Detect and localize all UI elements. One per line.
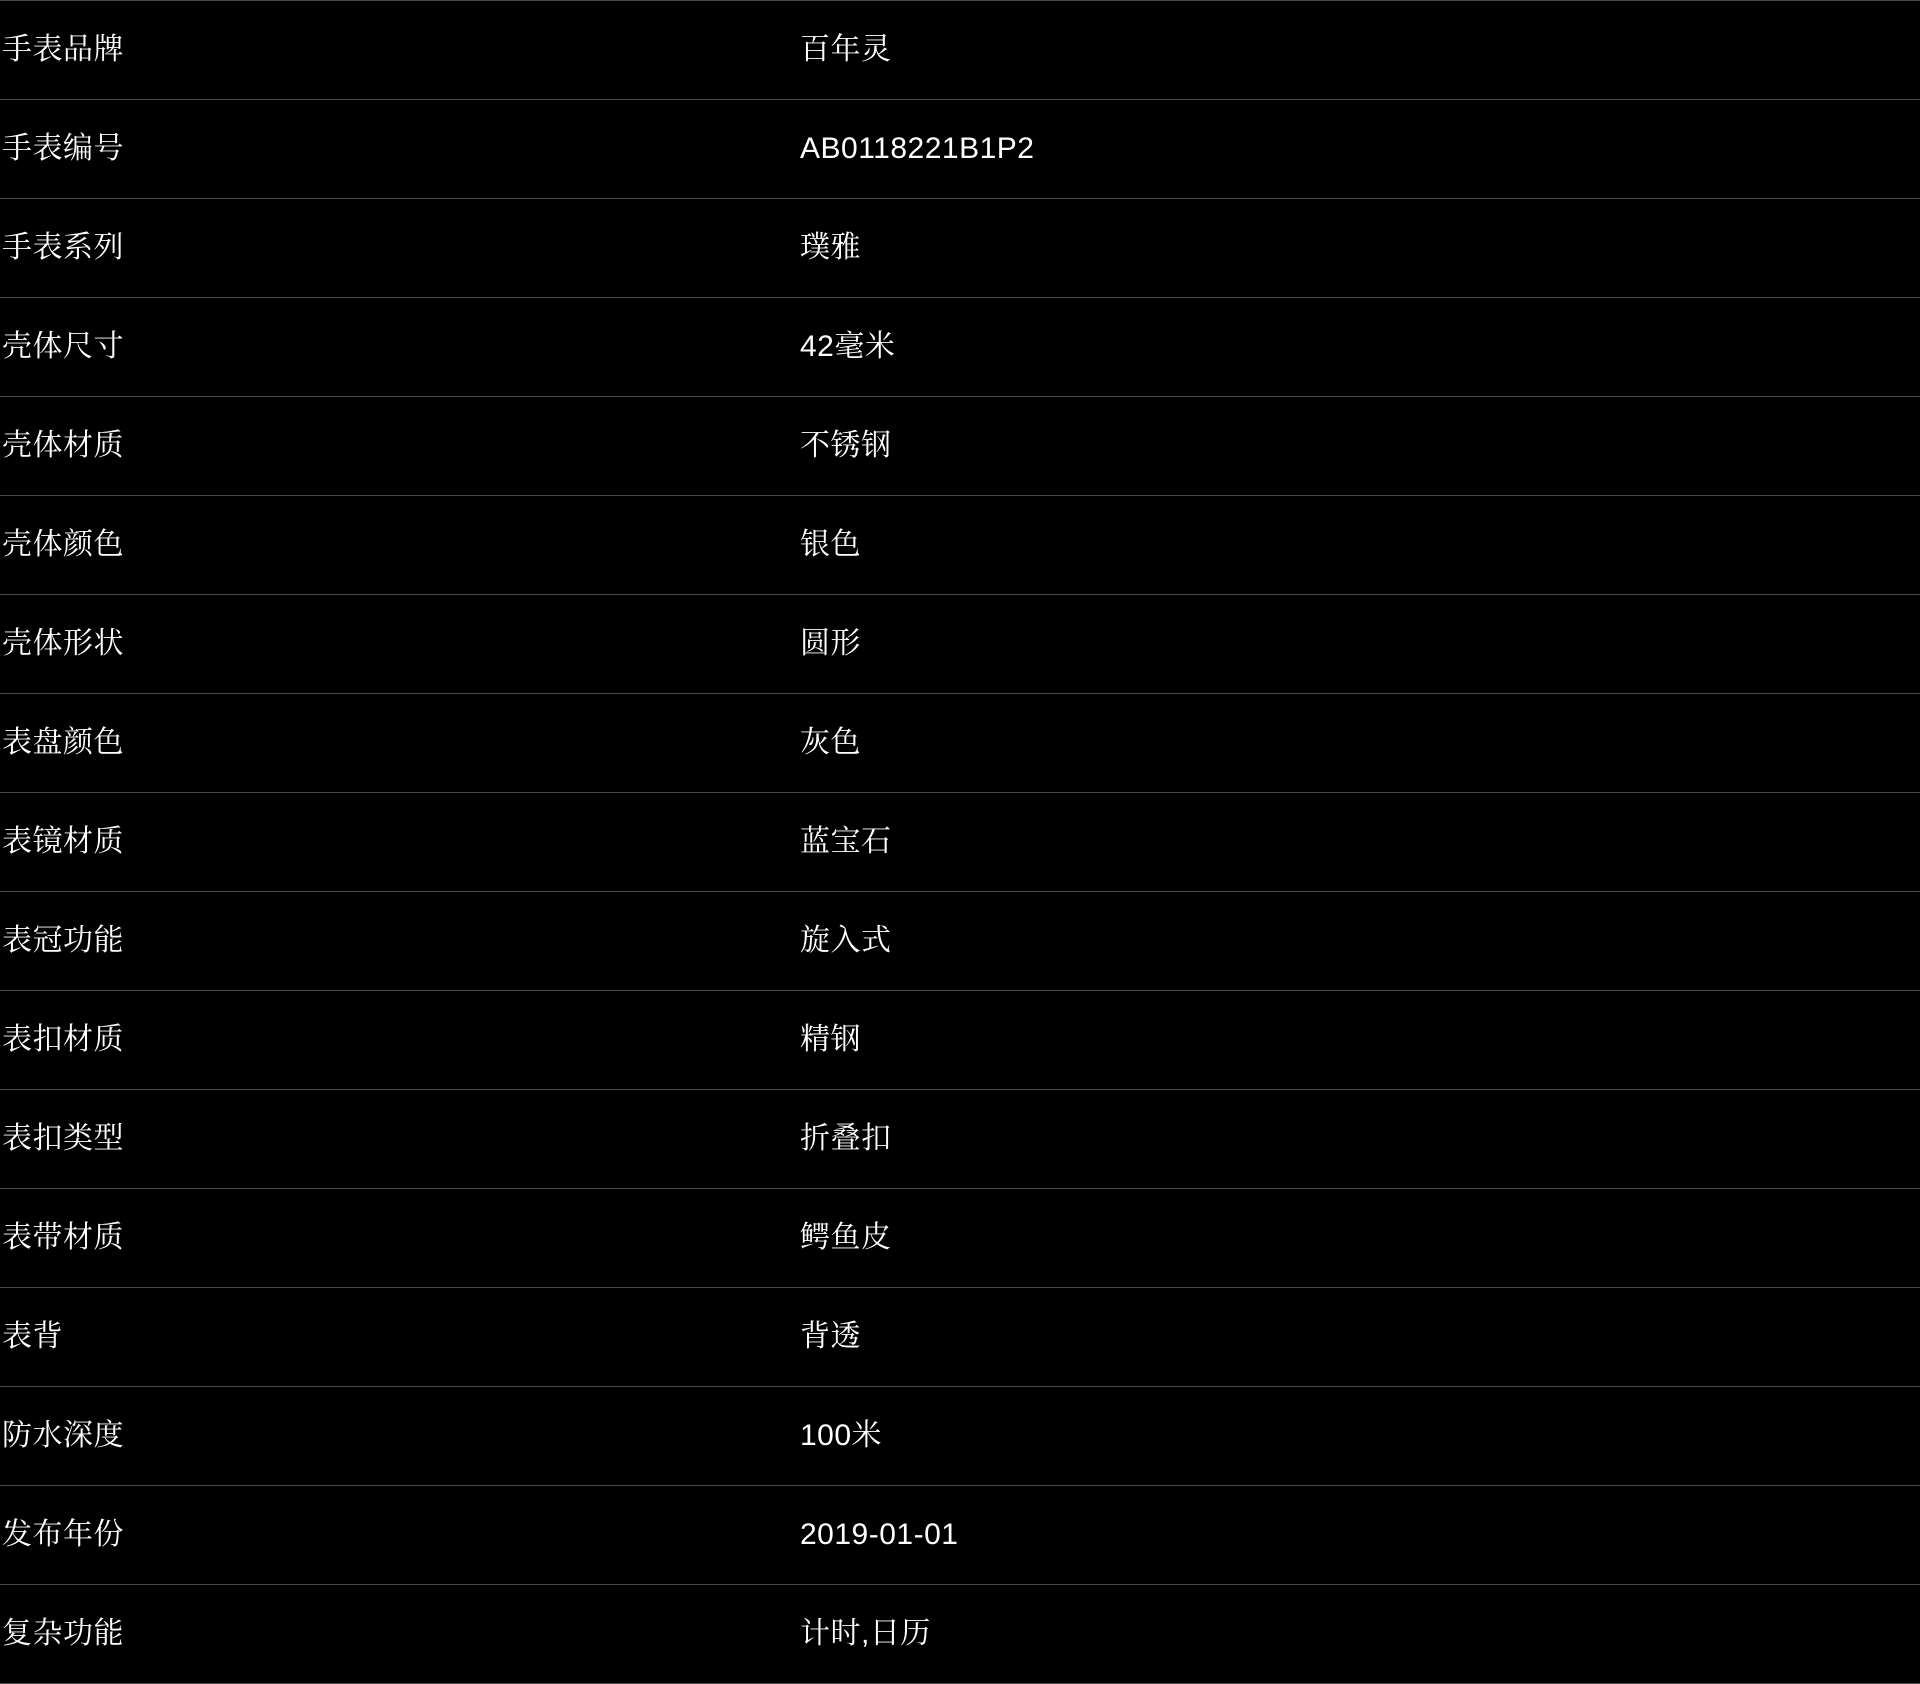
table-row — [0, 595, 1920, 694]
spec-label: 手表品牌 — [2, 33, 124, 66]
table-row — [0, 1090, 1920, 1189]
spec-value: 精钢 — [800, 1023, 861, 1056]
spec-value-cell — [402, 991, 1920, 1090]
spec-label-cell — [0, 1, 402, 100]
spec-label: 壳体材质 — [2, 429, 124, 462]
spec-label-cell — [0, 1090, 402, 1189]
spec-label-cell — [0, 892, 402, 991]
spec-label-cell — [0, 694, 402, 793]
spec-value: 银色 — [800, 528, 861, 561]
spec-label: 发布年份 — [2, 1518, 124, 1551]
spec-value-cell — [402, 397, 1920, 496]
table-row — [0, 298, 1920, 397]
table-row — [0, 991, 1920, 1090]
spec-label-cell — [0, 1189, 402, 1288]
table-row — [0, 1387, 1920, 1486]
spec-value: 100米 — [800, 1419, 883, 1452]
spec-value: 旋入式 — [800, 924, 892, 957]
spec-value-cell — [402, 1, 1920, 100]
spec-value: 百年灵 — [800, 33, 892, 66]
spec-label-cell — [0, 991, 402, 1090]
spec-label-cell — [0, 1585, 402, 1684]
spec-label-cell — [0, 397, 402, 496]
spec-label-cell — [0, 595, 402, 694]
spec-label: 表盘颜色 — [2, 726, 124, 759]
spec-value: 2019-01-01 — [800, 1518, 959, 1551]
spec-value: 璞雅 — [800, 231, 861, 264]
spec-value: 42毫米 — [800, 330, 896, 363]
spec-label: 防水深度 — [2, 1419, 124, 1452]
spec-label-cell — [0, 1387, 402, 1486]
spec-value-cell — [402, 1090, 1920, 1189]
spec-value-cell — [402, 1486, 1920, 1585]
spec-value: 圆形 — [800, 627, 861, 660]
spec-label: 壳体尺寸 — [2, 330, 124, 363]
spec-value-cell — [402, 100, 1920, 199]
spec-value: 灰色 — [800, 726, 861, 759]
spec-label: 表背 — [2, 1320, 63, 1353]
spec-value: 折叠扣 — [800, 1122, 892, 1155]
spec-label: 壳体颜色 — [2, 528, 124, 561]
spec-label: 壳体形状 — [2, 627, 124, 660]
table-row — [0, 1486, 1920, 1585]
spec-label-cell — [0, 496, 402, 595]
spec-value: 鳄鱼皮 — [800, 1221, 892, 1254]
spec-value-cell — [402, 1288, 1920, 1387]
spec-label-cell — [0, 298, 402, 397]
spec-label: 表扣材质 — [2, 1023, 124, 1056]
table-row — [0, 199, 1920, 298]
table-row — [0, 1, 1920, 100]
table-row — [0, 1288, 1920, 1387]
spec-value-cell — [402, 199, 1920, 298]
spec-value: 蓝宝石 — [800, 825, 892, 858]
spec-label: 表带材质 — [2, 1221, 124, 1254]
spec-table-body — [0, 1, 1920, 1684]
spec-label: 表扣类型 — [2, 1122, 124, 1155]
spec-label: 表冠功能 — [2, 924, 124, 957]
spec-label-cell — [0, 1288, 402, 1387]
spec-value: 不锈钢 — [800, 429, 892, 462]
spec-label-cell — [0, 100, 402, 199]
spec-value-cell — [402, 298, 1920, 397]
spec-value: AB0118221B1P2 — [800, 132, 1035, 165]
table-row — [0, 793, 1920, 892]
spec-value: 背透 — [800, 1320, 861, 1353]
spec-value-cell — [402, 595, 1920, 694]
spec-value: 计时,日历 — [800, 1617, 931, 1650]
table-row — [0, 694, 1920, 793]
spec-value-cell — [402, 892, 1920, 991]
spec-value-cell — [402, 694, 1920, 793]
spec-label: 手表系列 — [2, 231, 124, 264]
spec-value-cell — [402, 496, 1920, 595]
spec-value-cell — [402, 1585, 1920, 1684]
table-row — [0, 496, 1920, 595]
table-row — [0, 397, 1920, 496]
spec-label: 复杂功能 — [2, 1617, 124, 1650]
table-row — [0, 1585, 1920, 1684]
spec-value-cell — [402, 793, 1920, 892]
table-row — [0, 100, 1920, 199]
spec-value-cell — [402, 1189, 1920, 1288]
spec-label-cell — [0, 793, 402, 892]
spec-value-cell — [402, 1387, 1920, 1486]
spec-label-cell — [0, 1486, 402, 1585]
table-row — [0, 1189, 1920, 1288]
spec-label-cell — [0, 199, 402, 298]
spec-label: 手表编号 — [2, 132, 124, 165]
table-row — [0, 892, 1920, 991]
spec-label: 表镜材质 — [2, 825, 124, 858]
